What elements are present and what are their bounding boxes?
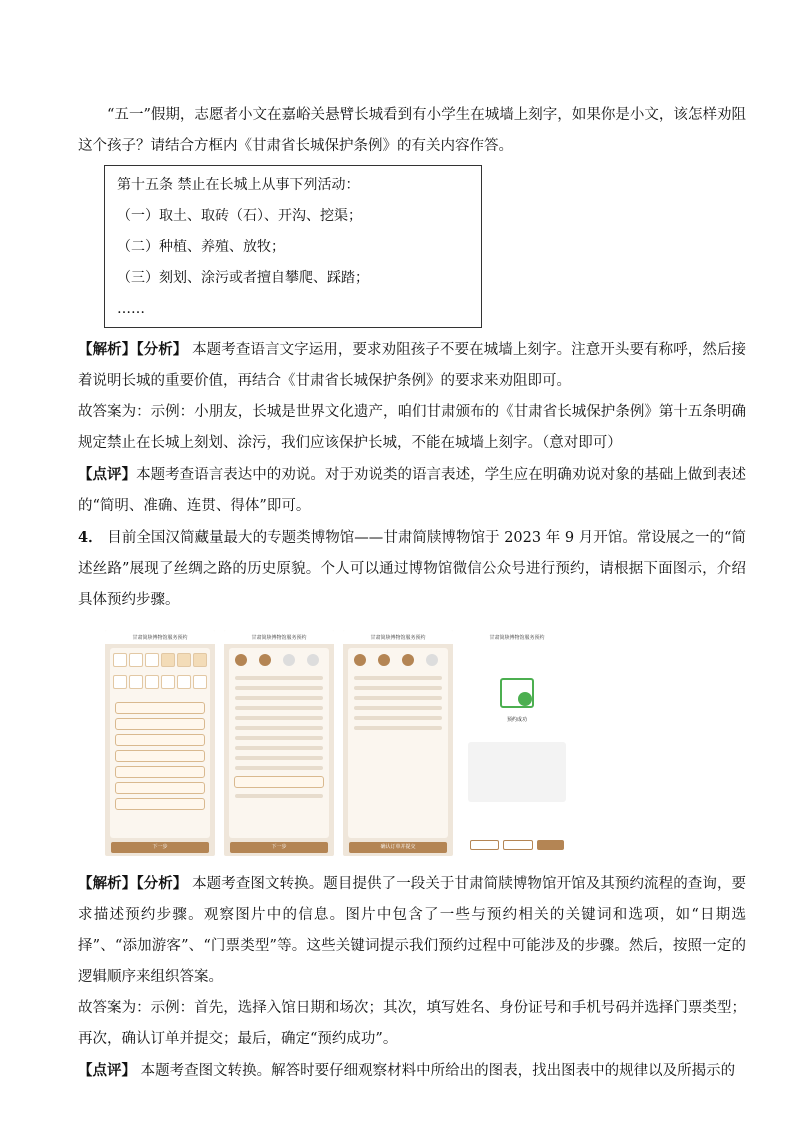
analysis-text: 本题考查语言文字运用，要求劝阻孩子不要在城墙上刻字。注意开头要有称呼，然后接着说明长城的重要价值，再结合《甘肃省长城保护条例》的要求来劝阻即可。 [78, 342, 747, 389]
comment-tag: 【点评】 [78, 466, 137, 483]
q3-answer: 故答案为：示例：小朋友，长城是世界文化遗产，咱们甘肃颁布的《甘肃省长城保护条例》第十五条明确规定禁止在长城上刻划、涂污，我们应该保护长城，不能在城墙上刻字。（意对即可） [78, 404, 746, 451]
q4-analysis [78, 868, 746, 993]
next-button[interactable]: 下一步 [111, 842, 209, 853]
rule-line: （二）种植、养殖、放牧； [117, 239, 285, 255]
screen-title: 甘肃简牍博物馆服务预约 [105, 630, 215, 644]
q3-prompt: “五一”假期，志愿者小文在嘉峪关悬臂长城看到有小学生在城墙上刻字，如果你是小文，该怎样劝阻这个孩子？请结合方框内《甘肃省长城保护条例》的有关内容作答。 [78, 107, 746, 154]
q4-comment [78, 1055, 746, 1087]
screen-title: 甘肃简牍博物馆服务预约 [224, 630, 334, 644]
screen-title: 甘肃简牍博物馆服务预约 [462, 630, 572, 644]
check-icon [518, 692, 532, 706]
document-page [78, 100, 746, 1087]
screen-visitor-info [224, 630, 334, 856]
question-text: 目前全国汉简藏量最大的专题类博物馆——甘肃简牍博物馆于 2023 年 9 月开馆。常设展之一的“简述丝路”展现了丝绸之路的历史原貌。个人可以通过博物馆微信公众号进行预约，请根据下面图示，介绍具体预约步骤。 [78, 530, 746, 608]
regulation-box [104, 165, 482, 328]
action-button[interactable] [470, 840, 499, 850]
question-number: 4． [78, 529, 103, 546]
q3-comment [78, 459, 746, 522]
action-button[interactable] [503, 840, 532, 850]
rule-line: 第十五条 禁止在长城上从事下列活动： [117, 177, 360, 193]
comment-tag: 【点评】 [78, 1062, 136, 1079]
q4-answer: 故答案为：示例：首先，选择入馆日期和场次；其次，填写姓名、身份证号和手机号码并选择门票类型；再次，确认订单并提交；最后，确定“预约成功”。 [78, 1000, 746, 1047]
comment-text: 本题考查语言表达中的劝说。对于劝说类的语言表述，学生应在明确劝说对象的基础上做到表述的“简明、准确、连贯、得体”即可。 [78, 467, 747, 514]
submit-order-button[interactable]: 确认订单并提交 [349, 842, 447, 853]
rule-line: …… [117, 301, 145, 317]
q4-prompt [78, 522, 746, 616]
next-button[interactable]: 下一步 [230, 842, 328, 853]
screen-date-select [105, 630, 215, 856]
comment-text: 本题考查图文转换。解答时要仔细观察材料中所给出的图表，找出图表中的规律以及所揭示的 [140, 1063, 736, 1079]
analysis-tag: 【解析】【分析】 [78, 875, 188, 892]
screen-booking-success [462, 630, 572, 856]
booking-screenshots [105, 630, 746, 856]
q3-analysis [78, 334, 746, 397]
success-status: 预约成功 [506, 717, 527, 723]
analysis-text: 本题考查图文转换。题目提供了一段关于甘肃简牍博物馆开馆及其预约流程的查询，要求描述预约步骤。观察图片中的信息。图片中包含了一些与预约相关的关键词和选项，如“日期选择”、“添加游客”、“门票类型”等。这些关键词提示我们预约过程中可能涉及的步骤。然后，按照一定的逻辑顺序来组织答案。 [78, 876, 747, 985]
rule-line: （三）刻划、涂污或者擅自攀爬、踩踏； [117, 270, 369, 286]
analysis-tag: 【解析】【分析】 [78, 341, 188, 358]
screen-title: 甘肃简牍博物馆服务预约 [343, 630, 453, 644]
action-button[interactable] [537, 840, 564, 850]
screen-confirm-order [343, 630, 453, 856]
rule-line: （一）取土、取砖（石）、开沟、挖渠； [117, 208, 362, 224]
